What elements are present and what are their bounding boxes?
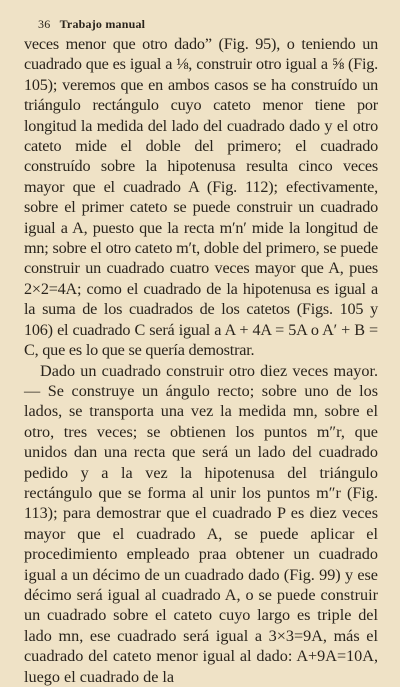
page-number: 36 [38, 17, 50, 31]
paragraph: veces menor que otro dado” (Fig. 95), o teniendo un cuadrado que es igual a ⅛, construir otro igual a ⅝ (Fig. 105); veremos que en ambos casos se ha construído un triángulo rectángulo cuyo cateto menor tiene por longitud la medida del lado del cuadrado dado y el otro cateto mide el doble del primero; el cuadrado construído sobre la hipotenusa resulta cinco veces mayor que el cuadrado A (Fig. 112); efectivamente, sobre el primer cateto se puede construir un cuadrado igual a A, puesto que la recta m′n′ mide la longitud de mn; sobre el otro cateto m′t, doble del primero, se puede construir un cuadrado cuatro veces mayor que A, pues 2×2=4A; como el cuadrado de la hipotenusa es igual a la suma de los cuadrados de los catetos (Figs. 105 y 106) el cuadrado C será igual a A + 4A = 5A o A′ + B = C, que es lo que se quería demostrar. [24, 34, 378, 361]
paragraph: Dado un cuadrado construir otro diez veces mayor. — Se construye un ángulo recto; sobre uno de los lados, se transporta una vez la medida mn, sobre el otro, tres veces; se obtienen los puntos m″r, que unidos dan una recta que será un lado del cuadrado pedido y a la vez la hipotenusa del triángulo rectángulo que se forma al unir los puntos m″r (Fig. 113); para demostrar que el cuadrado P es diez veces mayor que el cuadrado A, se puede aplicar el procedimiento empleado praa obtener un cuadrado igual a un décimo de un cuadrado dado (Fig. 99) y ese décimo será igual al cuadrado A, o se puede construir un cuadrado sobre el cateto cuyo largo es triple del lado mn, ese cuadrado será igual a 3×3=9A, más el cuadrado del cateto menor igual al dado: A+9A=10A, luego el cuadrado de la [24, 361, 378, 687]
running-title: Trabajo manual [60, 17, 146, 31]
body-text [24, 34, 378, 687]
running-head [38, 14, 378, 34]
